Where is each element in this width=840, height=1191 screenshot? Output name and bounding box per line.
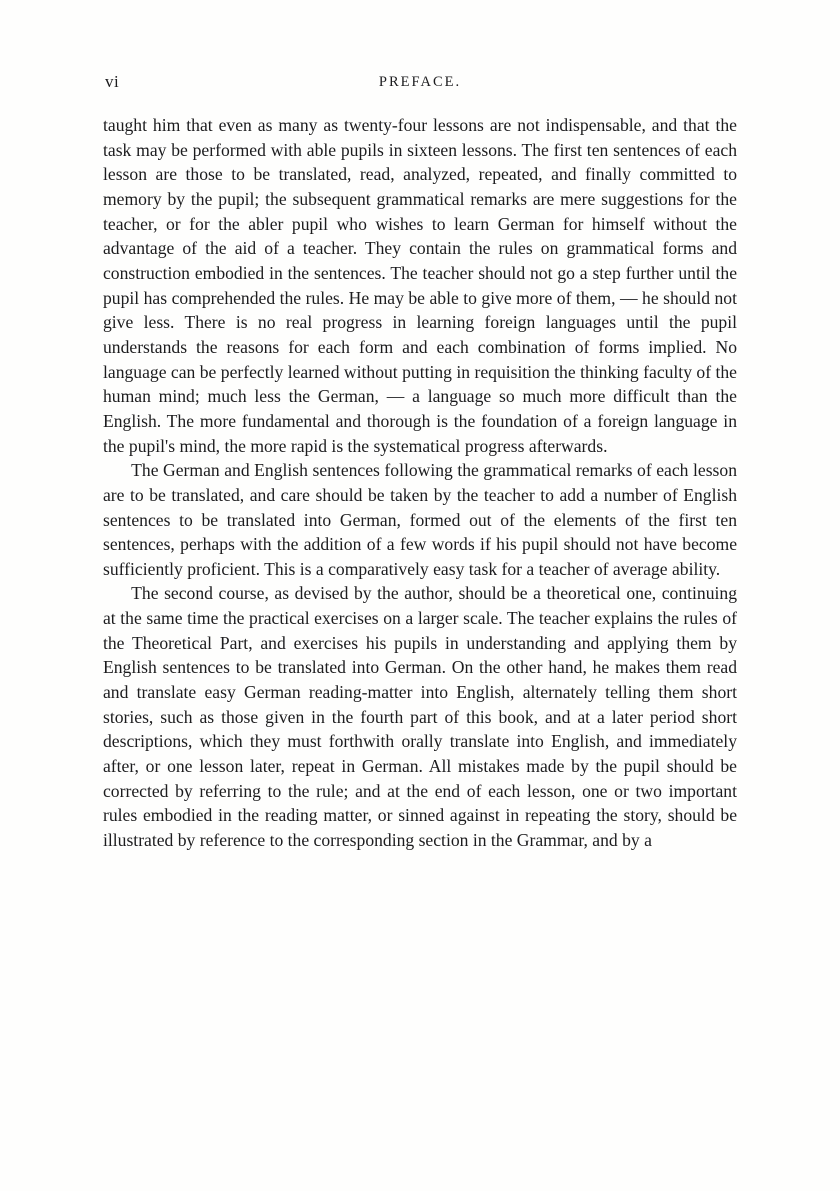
page-number: vi [105, 72, 120, 91]
paragraph: The German and English sentences following the grammatical remarks of each lesson are to be translated, and care should be taken by the teacher to add a number of English sentences to be translated into German, formed out of the elements of the first ten sentences, perhaps with the addition of a few words if his pupil should not have become sufficiently proficient. This is a comparatively easy task for a teacher of average ability. [103, 460, 737, 579]
paragraph: taught him that even as many as twenty-four lessons are not indispensable, and that the task may be performed with able pupils in sixteen lessons. The first ten sentences of each lesson are those to be translated, read, analyzed, repeated, and finally committed to memory by the pupil; the subsequent grammatical remarks are mere suggestions for the teacher, or for the abler pupil who wishes to learn German for himself without the advantage of the aid of a teacher. They contain the rules on grammatical forms and construction embodied in the sentences. The teacher should not go a step further until the pupil has comprehended the rules. He may be able to give more of them, — he should not give less. There is no real progress in learning foreign languages until the pupil understands the reasons for each form and each combination of forms implied. No language can be perfectly learned without putting in requisition the thinking faculty of the human mind; much less the German, — a language so much more difficult than the English. The more fundamental and thorough is the foundation of a foreign language in the pupil's mind, the more rapid is the systematical progress afterwards. [103, 115, 737, 456]
paragraph: The second course, as devised by the author, should be a theoretical one, continuing at the same time the practical exercises on a larger scale. The teacher explains the rules of the Theoretical Part, and exercises his pupils in understanding and applying them by English sentences to be translated into German. On the other hand, he makes them read and translate easy German reading-matter into English, alternately telling them short stories, such as those given in the fourth part of this book, and at a later period short descriptions, which they must forthwith orally translate into English, and immediately after, or one lesson later, repeat in German. All mistakes made by the pupil should be corrected by referring to the rule; and at the end of each lesson, one or two important rules embodied in the reading matter, or sinned against in repeating the story, should be illustrated by reference to the corresponding section in the Grammar, and by a [103, 583, 737, 851]
page-header [105, 72, 735, 94]
body-text [103, 113, 737, 853]
running-header: PREFACE. [378, 74, 462, 90]
